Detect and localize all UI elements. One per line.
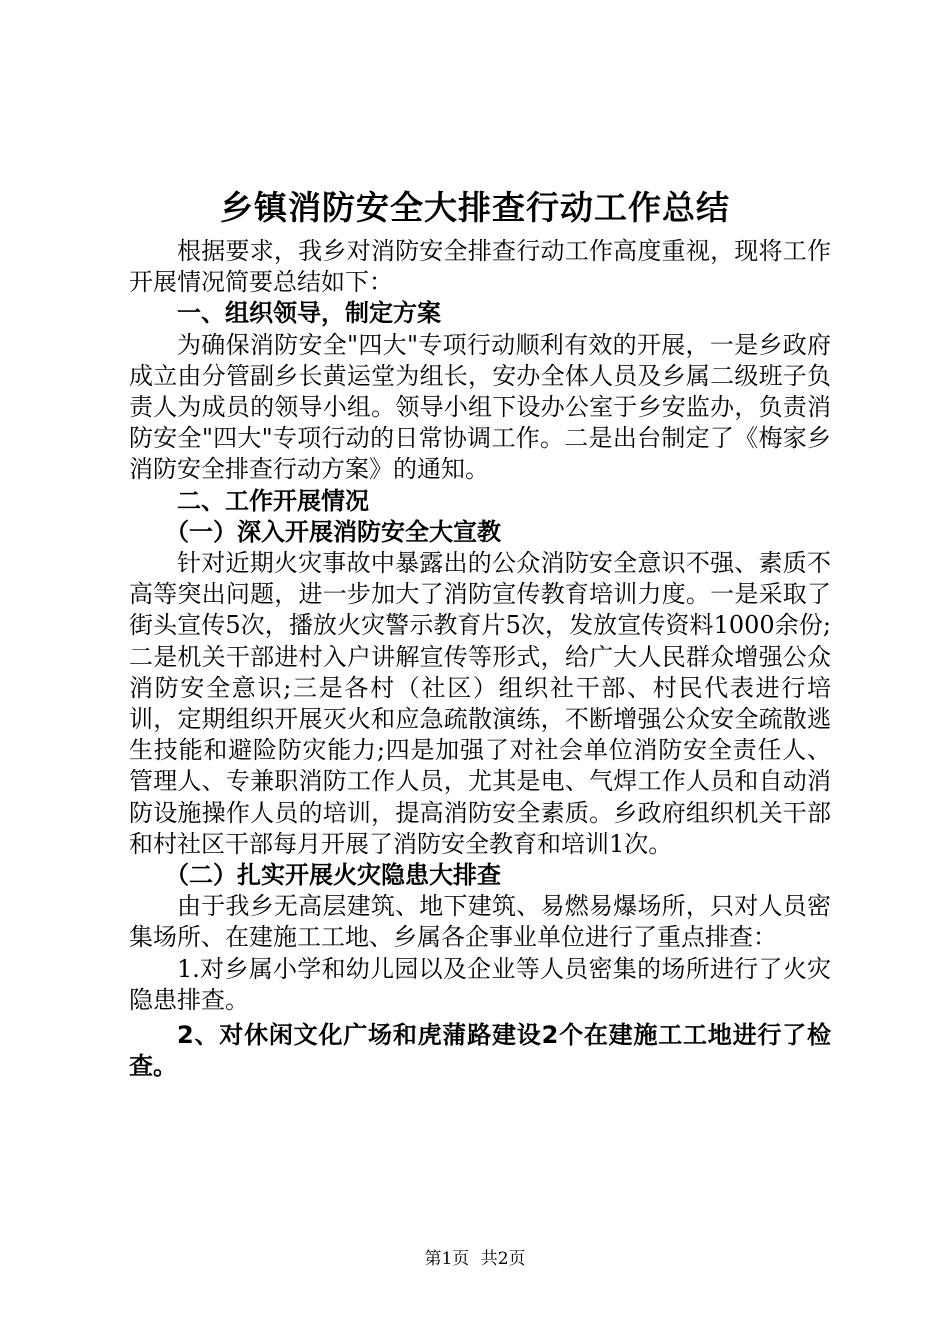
list-item-1: 1.对乡属小学和幼儿园以及企业等人员密集的场所进行了火灾隐患排查。 bbox=[129, 954, 831, 1014]
subsection-2-paragraph: 由于我乡无高层建筑、地下建筑、易燃易爆场所，只对人员密集场所、在建施工工地、乡属各企事业单位进行了重点排查： bbox=[129, 892, 831, 952]
section-1-paragraph: 为确保消防安全"四大"专项行动顺利有效的开展，一是乡政府成立由分管副乡长黄运堂为组长，安办全体人员及乡属二级班子负责人为成员的领导小组。领导小组下设办公室于乡安监办，负责消防安全"四大"专项行动的日常协调工作。二是出台制定了《梅家乡消防安全排查行动方案》的通知。 bbox=[129, 330, 831, 484]
subsection-heading-2: （二）扎实开展火灾隐患大排查 bbox=[165, 861, 501, 890]
subsection-1-paragraph: 针对近期火灾事故中暴露出的公众消防安全意识不强、素质不高等突出问题，进一步加大了消防宣传教育培训力度。一是采取了街头宣传5次，播放火灾警示教育片5次，发放宣传资料1000余份;二是机关干部进村入户讲解宣传等形式，给广大人民群众增强公众消防安全意识;三是各村（社区）组织社干部、村民代表进行培训，定期组织开展灭火和应急疏散演练，不断增强公众安全疏散逃生技能和避险防灾能力;四是加强了对社会单位消防安全责任人、管理人、专兼职消防工作人员，尤其是电、气焊工作人员和自动消防设施操作人员的培训，提高消防安全素质。乡政府组织机关干部和村社区干部每月开展了消防安全教育和培训1次。 bbox=[129, 549, 831, 858]
document-title: 乡镇消防安全大排查行动工作总结 bbox=[220, 188, 730, 227]
subsection-heading-1: （一）深入开展消防安全大宣教 bbox=[165, 517, 501, 546]
intro-paragraph: 根据要求，我乡对消防安全排查行动工作高度重视，现将工作开展情况简要总结如下： bbox=[129, 237, 831, 297]
page-number: 第1页 bbox=[424, 1249, 470, 1269]
section-heading-2: 二、工作开展情况 bbox=[177, 486, 369, 515]
page-footer bbox=[0, 1244, 950, 1269]
list-item-2: 2、对休闲文化广场和虎蒲路建设2个在建施工工地进行了检查。 bbox=[129, 1021, 831, 1081]
document-body bbox=[129, 236, 831, 1082]
section-heading-1: 一、组织领导，制定方案 bbox=[177, 299, 441, 328]
page-total: 共2页 bbox=[480, 1249, 526, 1269]
